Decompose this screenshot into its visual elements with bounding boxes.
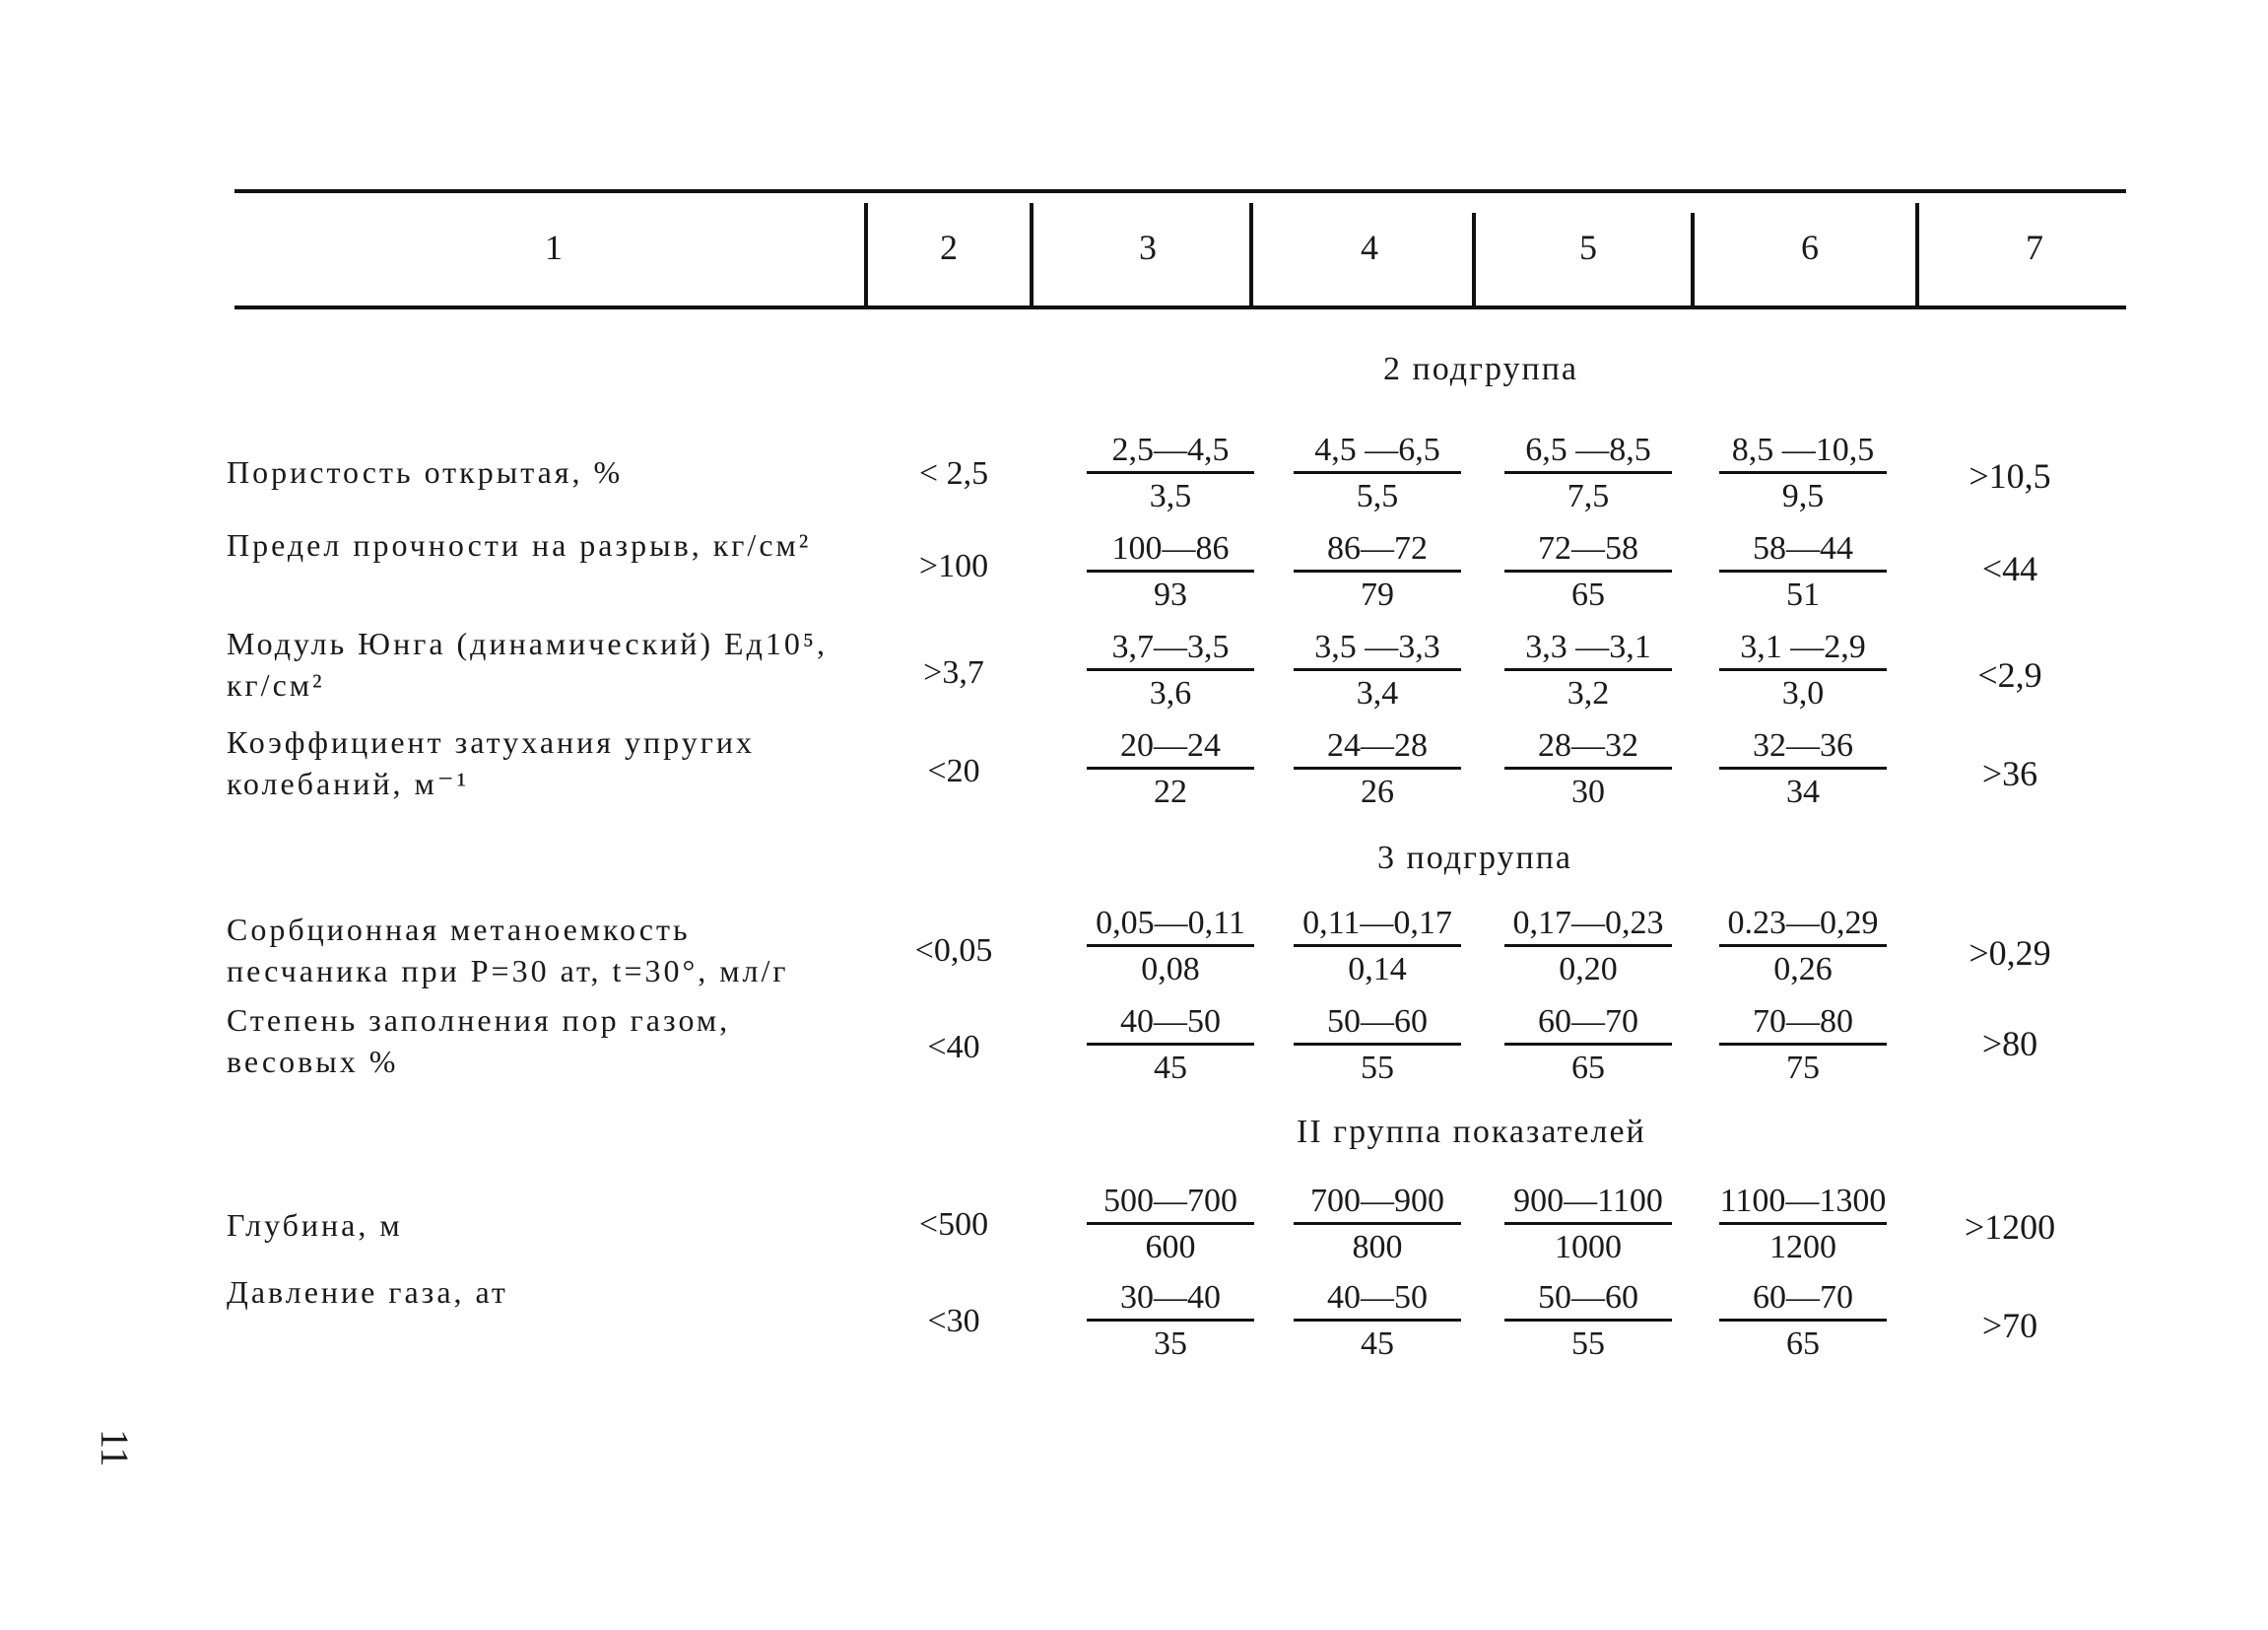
row-lower-bound: <0,05 — [914, 932, 993, 969]
column-header-5: 5 — [1579, 228, 1597, 267]
range-cell — [1294, 725, 1461, 813]
column-header-3: 3 — [1139, 228, 1157, 267]
range-value: 100—86 — [1087, 528, 1254, 573]
column-divider — [1030, 203, 1034, 309]
range-value: 900—1100 — [1504, 1181, 1672, 1225]
row-lower-bound: <30 — [927, 1303, 980, 1339]
range-mean: 0,26 — [1773, 951, 1833, 987]
range-cell — [1294, 528, 1461, 616]
column-divider — [1691, 213, 1695, 306]
range-mean: 45 — [1154, 1050, 1187, 1086]
row-lower-bound: <20 — [927, 753, 980, 789]
range-mean: 75 — [1786, 1050, 1820, 1086]
range-mean: 65 — [1786, 1325, 1820, 1362]
range-value: 40—50 — [1294, 1277, 1461, 1322]
range-cell — [1294, 903, 1461, 990]
range-mean: 3,6 — [1149, 675, 1192, 712]
range-value: 28—32 — [1504, 725, 1672, 770]
range-value: 2,5—4,5 — [1087, 430, 1254, 474]
range-mean: 800 — [1352, 1229, 1403, 1265]
row-label: Давление газа, ат — [227, 1274, 508, 1310]
range-mean: 3,4 — [1356, 675, 1399, 712]
range-cell — [1719, 627, 1887, 714]
range-value: 4,5 —6,5 — [1294, 430, 1461, 474]
range-mean: 65 — [1571, 577, 1605, 613]
column-divider — [1915, 203, 1919, 309]
row-label: Глубина, м — [227, 1207, 403, 1243]
row-label: Коэффициент затухания упругих колебаний, м⁻¹ — [227, 724, 755, 801]
range-value: 32—36 — [1719, 725, 1887, 770]
section-heading-subgroup-3: 3 подгруппа — [1377, 840, 1572, 876]
range-cell — [1719, 725, 1887, 813]
range-cell — [1087, 1181, 1254, 1268]
range-value: 30—40 — [1087, 1277, 1254, 1322]
range-value: 6,5 —8,5 — [1504, 430, 1672, 474]
range-mean: 93 — [1154, 577, 1187, 613]
range-mean: 79 — [1361, 577, 1394, 613]
table-top-rule — [234, 189, 2126, 193]
range-value: 0.23—0,29 — [1719, 903, 1887, 947]
column-divider — [1472, 213, 1476, 306]
column-header-6: 6 — [1801, 228, 1819, 267]
range-value: 40—50 — [1087, 1001, 1254, 1046]
range-mean: 26 — [1361, 774, 1394, 810]
range-mean: 0,14 — [1348, 951, 1407, 987]
page-number: 11 — [93, 1429, 137, 1467]
range-mean: 7,5 — [1567, 478, 1610, 514]
range-cell — [1087, 725, 1254, 813]
row-label: Предел прочности на разрыв, кг/см² — [227, 527, 812, 563]
range-mean: 1200 — [1769, 1229, 1836, 1265]
range-mean: 3,5 — [1149, 478, 1192, 514]
range-mean: 1000 — [1555, 1229, 1622, 1265]
range-mean: 22 — [1154, 774, 1187, 810]
range-cell — [1504, 627, 1672, 714]
section-heading-group-2: II группа показателей — [1297, 1114, 1646, 1150]
row-upper-bound: <2,9 — [1977, 655, 2042, 695]
range-value: 500—700 — [1087, 1181, 1254, 1225]
row-upper-bound: >10,5 — [1968, 456, 2051, 496]
row-upper-bound: <44 — [1981, 549, 2038, 588]
range-cell — [1719, 903, 1887, 990]
range-mean: 55 — [1571, 1325, 1605, 1362]
range-cell — [1504, 725, 1672, 813]
row-upper-bound: >0,29 — [1968, 933, 2051, 973]
range-mean: 5,5 — [1356, 478, 1399, 514]
range-value: 72—58 — [1504, 528, 1672, 573]
row-upper-bound: >70 — [1981, 1306, 2038, 1345]
range-value: 60—70 — [1504, 1001, 1672, 1046]
range-mean: 45 — [1361, 1325, 1394, 1362]
row-upper-bound: >80 — [1981, 1024, 2038, 1063]
range-mean: 9,5 — [1781, 478, 1825, 514]
range-mean: 35 — [1154, 1325, 1187, 1362]
range-value: 1100—1300 — [1719, 1181, 1887, 1225]
range-cell — [1087, 627, 1254, 714]
range-mean: 51 — [1786, 577, 1820, 613]
range-cell — [1087, 903, 1254, 990]
range-value: 0,11—0,17 — [1294, 903, 1461, 947]
range-value: 20—24 — [1087, 725, 1254, 770]
range-mean: 34 — [1786, 774, 1820, 810]
range-mean: 65 — [1571, 1050, 1605, 1086]
section-heading-subgroup-2: 2 подгруппа — [1383, 351, 1578, 387]
column-header-1: 1 — [545, 228, 563, 267]
range-cell — [1504, 528, 1672, 616]
range-cell — [1719, 1001, 1887, 1089]
range-cell — [1294, 627, 1461, 714]
range-value: 700—900 — [1294, 1181, 1461, 1225]
column-header-2: 2 — [940, 228, 958, 267]
range-value: 3,3 —3,1 — [1504, 627, 1672, 671]
range-cell — [1087, 430, 1254, 517]
range-cell — [1504, 1181, 1672, 1268]
range-value: 24—28 — [1294, 725, 1461, 770]
range-cell — [1719, 430, 1887, 517]
range-value: 3,1 —2,9 — [1719, 627, 1887, 671]
range-cell — [1504, 903, 1672, 990]
range-value: 0,17—0,23 — [1504, 903, 1672, 947]
column-divider — [864, 203, 868, 309]
column-divider — [1249, 203, 1253, 309]
range-cell — [1087, 1001, 1254, 1089]
row-upper-bound: >1200 — [1964, 1207, 2056, 1247]
range-mean: 0,20 — [1559, 951, 1618, 987]
row-label: Модуль Юнга (динамический) Ед10⁵, кг/см² — [227, 626, 829, 703]
row-lower-bound: < 2,5 — [918, 455, 989, 492]
range-cell — [1504, 1001, 1672, 1089]
column-header-7: 7 — [2026, 228, 2043, 267]
range-value: 70—80 — [1719, 1001, 1887, 1046]
range-cell — [1294, 1277, 1461, 1365]
range-value: 8,5 —10,5 — [1719, 430, 1887, 474]
row-upper-bound: >36 — [1981, 754, 2038, 793]
range-cell — [1294, 430, 1461, 517]
range-mean: 3,2 — [1567, 675, 1610, 712]
table-header-rule — [234, 306, 2126, 309]
row-label: Сорбционная метаноемкость песчаника при P=30 ат, t=30°, мл/г — [227, 912, 789, 988]
range-cell — [1719, 1277, 1887, 1365]
range-mean: 55 — [1361, 1050, 1394, 1086]
range-mean: 30 — [1571, 774, 1605, 810]
range-cell — [1719, 528, 1887, 616]
range-value: 86—72 — [1294, 528, 1461, 573]
range-value: 50—60 — [1294, 1001, 1461, 1046]
row-lower-bound: >100 — [918, 548, 989, 584]
range-value: 3,7—3,5 — [1087, 627, 1254, 671]
range-value: 50—60 — [1504, 1277, 1672, 1322]
column-header-4: 4 — [1361, 228, 1378, 267]
range-mean: 600 — [1145, 1229, 1196, 1265]
range-value: 58—44 — [1719, 528, 1887, 573]
range-mean: 3,0 — [1781, 675, 1825, 712]
range-value: 3,5 —3,3 — [1294, 627, 1461, 671]
row-lower-bound: <500 — [918, 1206, 989, 1243]
range-value: 0,05—0,11 — [1087, 903, 1254, 947]
range-cell — [1504, 430, 1672, 517]
range-mean: 0,08 — [1141, 951, 1200, 987]
row-lower-bound: >3,7 — [923, 654, 984, 691]
range-cell — [1087, 1277, 1254, 1365]
range-cell — [1294, 1001, 1461, 1089]
row-label: Степень заполнения пор газом, весовых % — [227, 1002, 731, 1079]
range-cell — [1719, 1181, 1887, 1268]
range-cell — [1504, 1277, 1672, 1365]
range-cell — [1087, 528, 1254, 616]
range-value: 60—70 — [1719, 1277, 1887, 1322]
row-lower-bound: <40 — [927, 1029, 980, 1065]
range-cell — [1294, 1181, 1461, 1268]
row-label: Пористость открытая, % — [227, 454, 624, 490]
